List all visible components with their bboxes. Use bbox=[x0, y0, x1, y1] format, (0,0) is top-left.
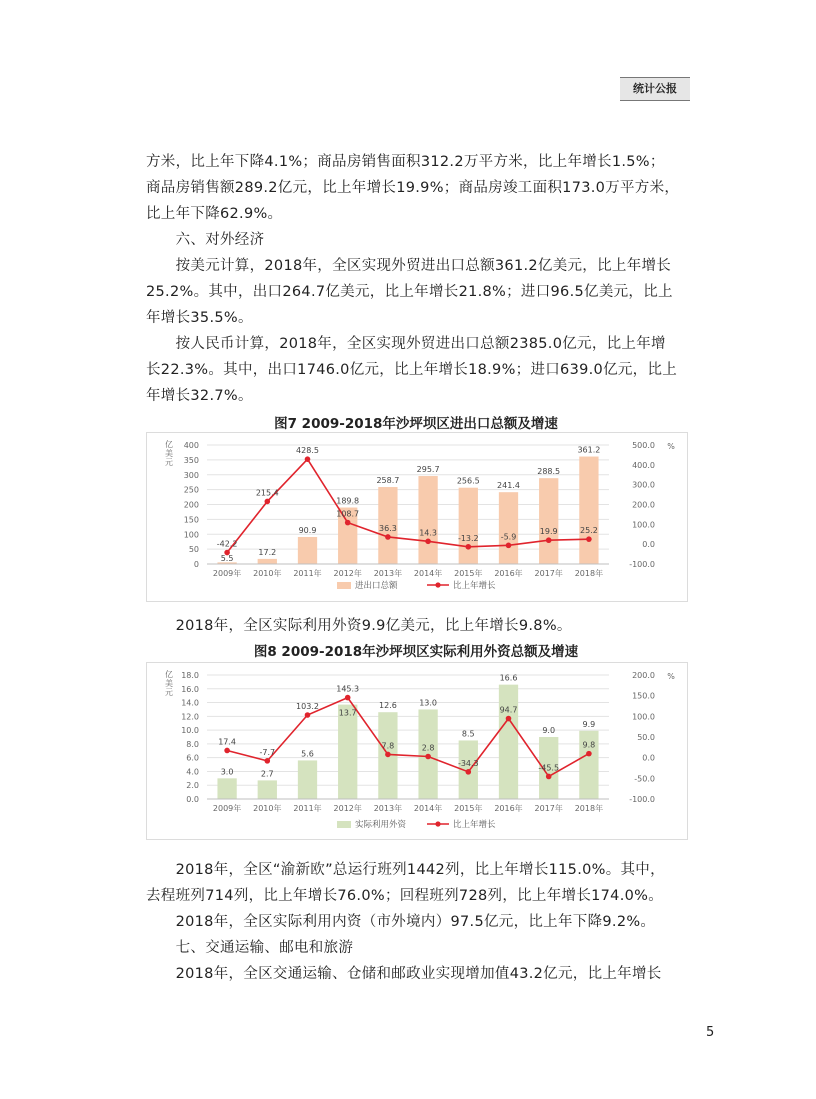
bar bbox=[258, 559, 277, 564]
figure7-title: 图7 2009-2018年沙坪坝区进出口总额及增速 bbox=[274, 416, 558, 432]
legend-bar-swatch bbox=[337, 582, 351, 589]
x-tick-label: 2018年 bbox=[574, 804, 604, 813]
bar-data-label: 9.9 bbox=[582, 719, 596, 729]
section-header-tag: 统计公报 bbox=[620, 77, 690, 101]
bar bbox=[499, 685, 518, 799]
bar-data-label: 189.8 bbox=[336, 496, 360, 506]
bar bbox=[499, 492, 518, 564]
paragraph-line: 2018年，全区“渝新欧”总运行班列1442列，比上年增长115.0%。其中， bbox=[146, 862, 665, 878]
y-tick-label: 10.0 bbox=[181, 726, 199, 736]
y-axis-label: 亿 bbox=[165, 440, 173, 449]
line-data-label: 25.2 bbox=[579, 526, 598, 536]
x-tick-label: 2009年 bbox=[212, 569, 242, 578]
line-point bbox=[546, 774, 552, 780]
line-point bbox=[586, 536, 592, 542]
y2-tick-label: 150.0 bbox=[632, 691, 655, 701]
bar-data-label: 9.0 bbox=[542, 726, 556, 735]
line-point bbox=[586, 751, 592, 757]
bar-data-label: 90.9 bbox=[298, 525, 317, 535]
paragraph-line: 年增长32.7%。 bbox=[146, 388, 253, 404]
line-data-label: 14.3 bbox=[419, 528, 438, 538]
line-data-label: 103.2 bbox=[296, 702, 319, 712]
x-tick-label: 2018年 bbox=[574, 569, 604, 578]
y2-tick-label: 500.0 bbox=[632, 441, 655, 450]
paragraph-line: 长22.3%。其中，出口1746.0亿元，比上年增长18.9%；进口639.0亿元，比上 bbox=[146, 362, 678, 378]
line-point bbox=[345, 520, 351, 526]
y-tick-label: 300 bbox=[183, 470, 199, 480]
y-tick-label: 4.0 bbox=[186, 767, 199, 777]
bar-data-label: 256.5 bbox=[456, 476, 480, 486]
y2-tick-label: 300.0 bbox=[632, 480, 655, 490]
x-tick-label: 2010年 bbox=[253, 569, 282, 578]
x-tick-label: 2011年 bbox=[293, 804, 322, 813]
y2-tick-label: 0.0 bbox=[642, 753, 655, 763]
y-tick-label: 8.0 bbox=[186, 739, 199, 749]
y2-tick-label: 100.0 bbox=[632, 520, 655, 530]
x-tick-label: 2012年 bbox=[333, 569, 362, 578]
legend-line-marker bbox=[435, 582, 440, 587]
bar-data-label: 17.2 bbox=[258, 547, 277, 557]
y-tick-label: 150 bbox=[183, 515, 199, 525]
line-point bbox=[385, 534, 391, 540]
line-point bbox=[506, 543, 512, 549]
bar-data-label: 258.7 bbox=[376, 476, 400, 486]
y2-tick-label: 100.0 bbox=[632, 712, 655, 722]
x-tick-label: 2009年 bbox=[212, 804, 242, 813]
paragraph-line: 方米，比上年下降4.1%；商品房销售面积312.2万平方米，比上年增长1.5%； bbox=[146, 154, 665, 170]
line-data-label: -42.2 bbox=[216, 539, 238, 549]
figure8-title: 图8 2009-2018年沙坪坝区实际利用外资总额及增速 bbox=[253, 644, 579, 660]
x-tick-label: 2012年 bbox=[333, 804, 362, 813]
bar-data-label: 8.5 bbox=[461, 729, 475, 739]
y-tick-label: 350 bbox=[183, 455, 199, 465]
line-data-label: 215.4 bbox=[255, 488, 279, 498]
y-tick-label: 50 bbox=[188, 545, 199, 555]
y-tick-label: 200 bbox=[183, 500, 199, 510]
figure8-chart bbox=[147, 663, 687, 839]
y-axis-label: 元 bbox=[165, 458, 173, 467]
bar-data-label: 5.6 bbox=[301, 749, 314, 759]
bar bbox=[579, 457, 598, 564]
legend-bar-swatch bbox=[337, 821, 351, 828]
bar bbox=[418, 476, 437, 564]
line-data-label: -45.5 bbox=[538, 763, 560, 773]
x-tick-label: 2011年 bbox=[293, 569, 322, 578]
x-tick-label: 2017年 bbox=[534, 569, 563, 578]
y2-axis-label: % bbox=[667, 672, 675, 681]
line-data-label: 145.3 bbox=[336, 684, 360, 694]
line-point bbox=[385, 752, 391, 758]
line-data-label: 19.9 bbox=[539, 527, 558, 537]
y-axis-label: 美 bbox=[165, 679, 173, 688]
x-tick-label: 2014年 bbox=[413, 569, 443, 578]
paragraph-line: 2018年，全区实际利用外资9.9亿美元，比上年增长9.8%。 bbox=[146, 618, 572, 634]
bar bbox=[338, 705, 357, 799]
y-tick-label: 250 bbox=[183, 485, 199, 495]
page-number: 5 bbox=[706, 1025, 715, 1040]
line-data-label: 9.8 bbox=[582, 740, 596, 750]
line-point bbox=[466, 544, 472, 550]
line-data-label: 428.5 bbox=[296, 446, 319, 456]
paragraph-line: 比上年下降62.9%。 bbox=[146, 206, 283, 222]
paragraph-line: 年增长35.5%。 bbox=[146, 310, 253, 326]
line-point bbox=[546, 537, 552, 543]
x-tick-label: 2015年 bbox=[454, 569, 483, 578]
legend-bar-label: 进出口总额 bbox=[355, 581, 398, 591]
line-data-label: 108.7 bbox=[336, 509, 360, 519]
y-tick-label: 2.0 bbox=[186, 781, 199, 791]
line-data-label: 17.4 bbox=[218, 737, 237, 747]
y2-tick-label: 0.0 bbox=[642, 540, 655, 550]
x-tick-label: 2013年 bbox=[373, 569, 403, 578]
bar-data-label: 295.7 bbox=[416, 465, 440, 475]
y-tick-label: 100 bbox=[183, 530, 199, 540]
bar-data-label: 16.6 bbox=[499, 673, 518, 683]
line-point bbox=[425, 754, 431, 760]
paragraph-line: 25.2%。其中，出口264.7亿美元，比上年增长21.8%；进口96.5亿美元，比上 bbox=[146, 284, 673, 300]
bar bbox=[539, 478, 558, 564]
line-data-label: 7.8 bbox=[381, 741, 395, 751]
y-tick-label: 0 bbox=[193, 560, 199, 569]
line-data-label: -7.7 bbox=[259, 747, 276, 757]
figure8-chart-frame bbox=[146, 662, 688, 840]
y-tick-label: 14.0 bbox=[181, 698, 199, 708]
x-tick-label: 2017年 bbox=[534, 804, 563, 813]
bar bbox=[217, 778, 236, 799]
line-point bbox=[305, 712, 311, 718]
y-axis-label: 元 bbox=[165, 688, 173, 697]
bar bbox=[298, 760, 317, 799]
bar-data-label: 241.4 bbox=[497, 481, 520, 491]
y2-tick-label: 400.0 bbox=[632, 460, 655, 470]
y2-tick-label: -100.0 bbox=[629, 795, 655, 804]
y2-tick-label: 200.0 bbox=[632, 671, 655, 680]
line-data-label: 94.7 bbox=[499, 705, 518, 715]
line-point bbox=[466, 769, 472, 775]
bar-data-label: 13.0 bbox=[419, 698, 438, 708]
legend-line-marker bbox=[435, 821, 440, 826]
series-line bbox=[227, 698, 589, 777]
line-point bbox=[305, 456, 311, 462]
bar-data-label: 13.7 bbox=[338, 708, 357, 718]
y-tick-label: 16.0 bbox=[181, 684, 199, 694]
y-axis-label: 亿 bbox=[165, 670, 173, 679]
line-point bbox=[224, 748, 230, 754]
line-data-label: -5.9 bbox=[500, 532, 517, 542]
paragraph-line: 2018年，全区实际利用内资（市外境内）97.5亿元，比上年下降9.2%。 bbox=[146, 914, 656, 930]
y-tick-label: 0.0 bbox=[186, 795, 199, 804]
bar-data-label: 12.6 bbox=[378, 701, 397, 711]
line-point bbox=[425, 539, 431, 545]
paragraph-line: 去程班列714列，比上年增长76.0%；回程班列728列，比上年增长174.0%。 bbox=[146, 888, 664, 904]
line-data-label: -13.2 bbox=[457, 533, 479, 543]
paragraph-line: 商品房销售额289.2亿元，比上年增长19.9%；商品房竣工面积173.0万平方米， bbox=[146, 180, 680, 196]
y2-tick-label: 200.0 bbox=[632, 500, 655, 510]
legend-line-label: 比上年增长 bbox=[453, 581, 496, 591]
section-heading: 六、对外经济 bbox=[146, 232, 265, 248]
bar-data-label: 3.0 bbox=[220, 767, 234, 777]
x-tick-label: 2016年 bbox=[494, 804, 523, 813]
line-data-label: 36.3 bbox=[378, 523, 397, 533]
x-tick-label: 2014年 bbox=[413, 804, 443, 813]
paragraph-line: 按人民币计算，2018年，全区实现外贸进出口总额2385.0亿元，比上年增 bbox=[146, 336, 666, 352]
series-line bbox=[227, 459, 589, 552]
line-data-label: 2.8 bbox=[421, 743, 435, 753]
figure7-chart-frame bbox=[146, 432, 688, 602]
y-tick-label: 400 bbox=[183, 441, 199, 450]
x-tick-label: 2010年 bbox=[253, 804, 282, 813]
y-tick-label: 6.0 bbox=[186, 753, 199, 763]
y2-axis-label: % bbox=[667, 442, 675, 451]
line-point bbox=[506, 716, 512, 722]
bar bbox=[258, 780, 277, 799]
figure7-chart bbox=[147, 433, 687, 601]
bar bbox=[298, 537, 317, 564]
legend-line-label: 比上年增长 bbox=[453, 820, 496, 830]
bar-data-label: 5.5 bbox=[220, 554, 234, 563]
x-tick-label: 2013年 bbox=[373, 804, 403, 813]
bar-data-label: 2.7 bbox=[260, 769, 274, 779]
y2-tick-label: -50.0 bbox=[634, 774, 655, 784]
paragraph-line: 按美元计算，2018年，全区实现外贸进出口总额361.2亿美元，比上年增长 bbox=[146, 258, 672, 274]
bar-data-label: 288.5 bbox=[537, 467, 561, 477]
y2-tick-label: 50.0 bbox=[637, 733, 655, 742]
bar-data-label: 361.2 bbox=[577, 445, 601, 455]
section-heading: 七、交通运输、邮电和旅游 bbox=[146, 940, 354, 956]
x-tick-label: 2016年 bbox=[494, 569, 523, 578]
x-tick-label: 2015年 bbox=[454, 804, 483, 813]
y-tick-label: 12.0 bbox=[181, 712, 199, 722]
y-axis-label: 美 bbox=[165, 449, 173, 458]
y2-tick-label: -100.0 bbox=[629, 560, 655, 569]
line-data-label: -34.3 bbox=[457, 758, 479, 768]
paragraph-line: 2018年，全区交通运输、仓储和邮政业实现增加值43.2亿元，比上年增长 bbox=[146, 966, 662, 982]
line-point bbox=[265, 758, 271, 764]
line-point bbox=[265, 499, 271, 505]
legend-bar-label: 实际利用外资 bbox=[355, 820, 407, 830]
y-tick-label: 18.0 bbox=[181, 671, 199, 680]
bar bbox=[459, 488, 478, 564]
line-point bbox=[345, 695, 351, 701]
